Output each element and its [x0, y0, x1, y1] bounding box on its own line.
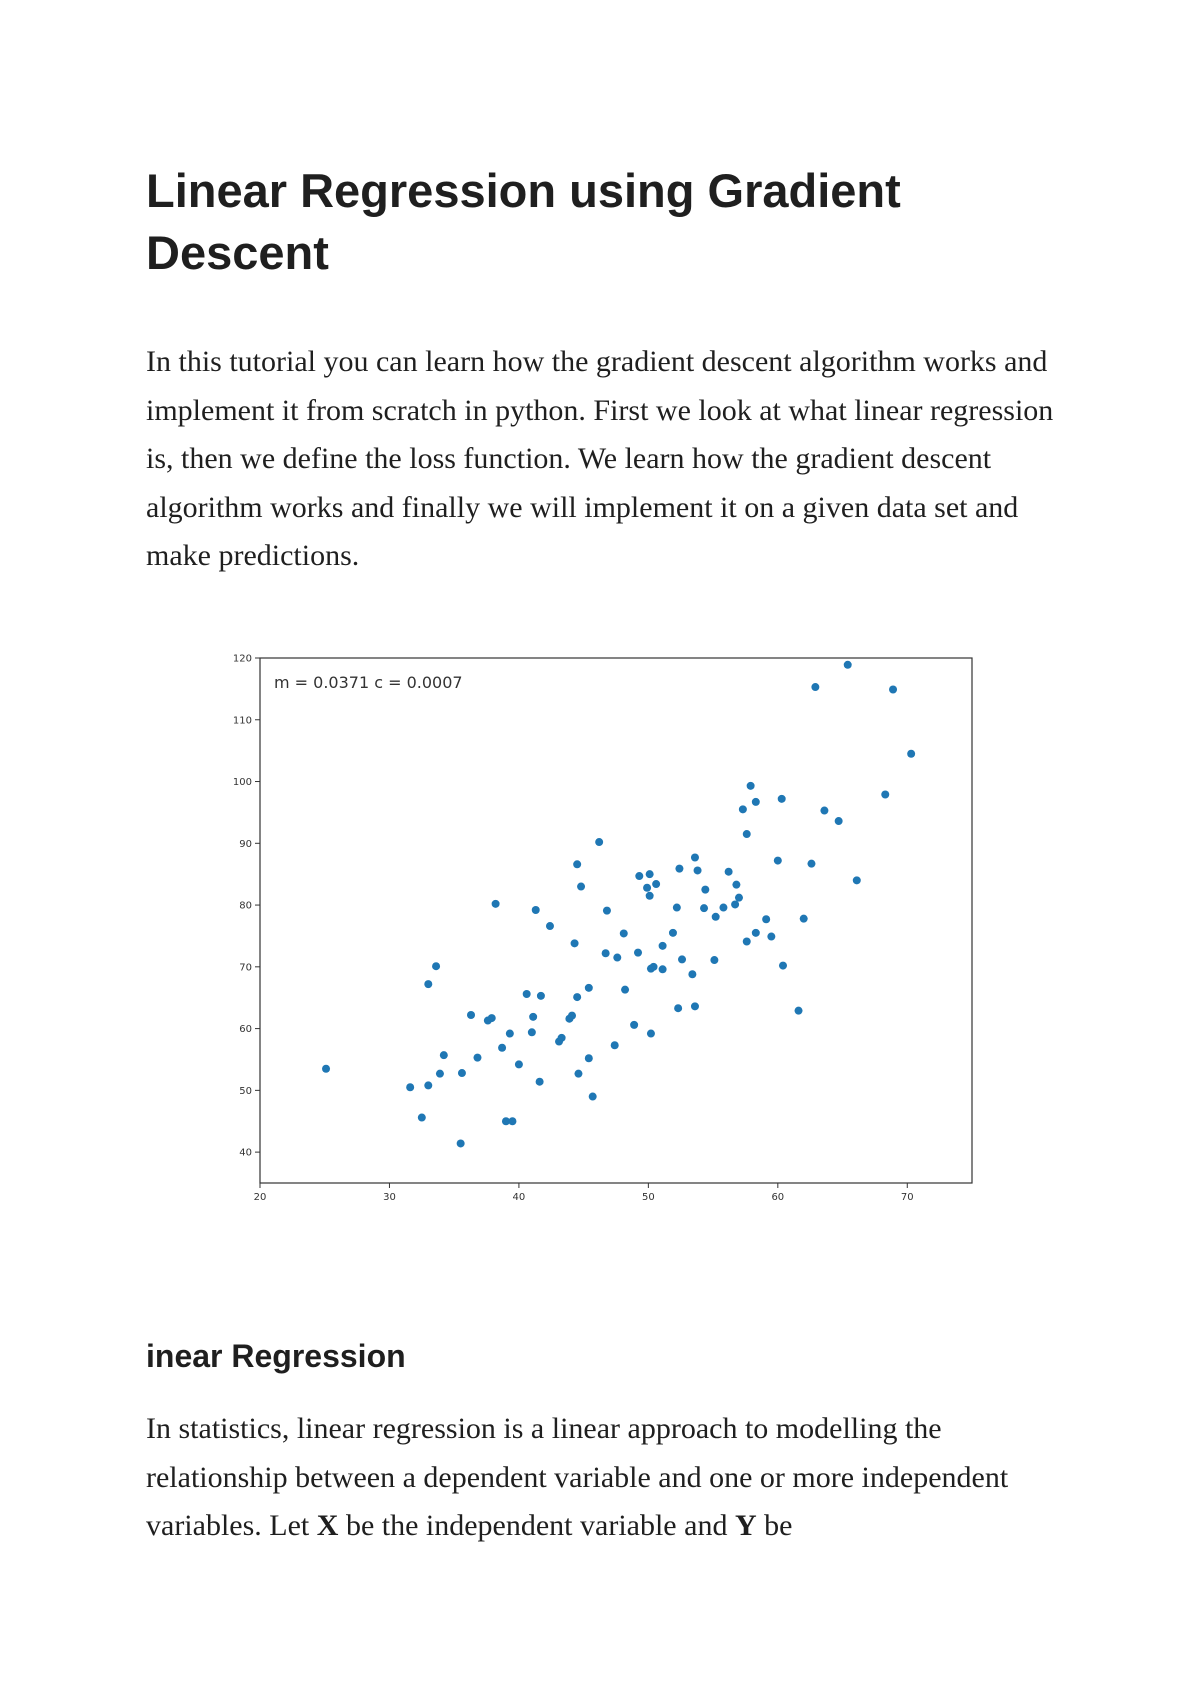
data-point [811, 683, 819, 691]
data-point [536, 1078, 544, 1086]
data-point [675, 865, 683, 873]
data-point [432, 962, 440, 970]
data-point [767, 933, 775, 941]
section-heading: inear Regression [146, 1338, 406, 1374]
document-title: Linear Regression using Gradient Descent [146, 164, 901, 279]
data-point [800, 915, 808, 923]
data-point [532, 906, 540, 914]
data-point [458, 1069, 466, 1077]
data-point [907, 750, 915, 758]
data-point [603, 907, 611, 915]
variable-y: Y [734, 1509, 757, 1542]
data-point [688, 970, 696, 978]
data-point [634, 949, 642, 957]
data-point [571, 939, 579, 947]
scatter-plot [220, 640, 980, 1200]
data-point [424, 980, 432, 988]
data-point [659, 942, 667, 950]
data-point [643, 884, 651, 892]
data-point [585, 1054, 593, 1062]
data-point [528, 1028, 536, 1036]
data-point [732, 881, 740, 889]
data-point [568, 1012, 576, 1020]
data-point [739, 805, 747, 813]
y-tick-label: 80 [239, 900, 252, 912]
data-point [735, 894, 743, 902]
data-point [635, 872, 643, 880]
data-point [515, 1060, 523, 1068]
data-point [577, 883, 585, 891]
x-tick-label: 30 [383, 1192, 396, 1200]
data-point [436, 1070, 444, 1078]
data-point [669, 929, 677, 937]
data-point [418, 1114, 426, 1122]
y-tick-label: 60 [239, 1024, 252, 1036]
y-tick-label: 40 [239, 1147, 252, 1159]
x-tick-label: 70 [900, 1192, 914, 1200]
data-point [725, 868, 733, 876]
data-point [646, 892, 654, 900]
data-point [743, 938, 751, 946]
data-point [508, 1117, 516, 1125]
y-tick-label: 120 [232, 653, 252, 665]
data-point [701, 886, 709, 894]
data-point [820, 807, 828, 815]
data-point [844, 661, 852, 669]
data-point [406, 1083, 414, 1091]
data-point [492, 900, 500, 908]
data-point [778, 795, 786, 803]
data-point [774, 857, 782, 865]
data-point [835, 817, 843, 825]
data-point [691, 854, 699, 862]
y-tick-label: 110 [232, 715, 252, 727]
data-point [473, 1054, 481, 1062]
data-point [710, 956, 718, 964]
data-point [498, 1044, 506, 1052]
data-point [488, 1014, 496, 1022]
data-point [694, 866, 702, 874]
data-point [652, 880, 660, 888]
data-point [743, 830, 751, 838]
data-point [650, 963, 658, 971]
section-text-part3: be [756, 1509, 793, 1542]
section-text-part1: In statistics, linear regression is a linear approach to modelling the relationship between a dependent variable and one or more independent variables. Let [146, 1412, 1009, 1542]
data-point [700, 904, 708, 912]
data-point [523, 990, 531, 998]
x-tick-label: 50 [641, 1192, 655, 1200]
data-point [731, 900, 739, 908]
data-point [795, 1007, 803, 1015]
scatter-plot-figure [220, 640, 980, 1200]
data-point [506, 1030, 514, 1038]
data-point [322, 1065, 330, 1073]
data-point [659, 965, 667, 973]
intro-paragraph: In this tutorial you can learn how the gradient descent algorithm works and implement it from scratch in python. First we look at what linear regression is, then we define the loss function. We learn how the gradient descent algorithm works and finally we will implement it on a given data set and make predictions. [146, 345, 1054, 572]
section-text-part2: be the independent variable and [338, 1509, 735, 1542]
x-tick-label: 60 [771, 1192, 785, 1200]
data-point [762, 915, 770, 923]
regression-coefficients-label: m = 0.0371 c = 0.0007 [274, 673, 463, 692]
plot-frame [260, 658, 972, 1183]
data-point [537, 992, 545, 1000]
data-point [558, 1034, 566, 1042]
data-point [807, 860, 815, 868]
data-point [573, 860, 581, 868]
data-point [889, 686, 897, 694]
data-point [630, 1021, 638, 1029]
data-point [585, 984, 593, 992]
data-point [621, 986, 629, 994]
data-point [719, 904, 727, 912]
data-point [747, 782, 755, 790]
y-tick-label: 90 [239, 838, 252, 850]
data-point [573, 993, 581, 1001]
data-point [691, 1002, 699, 1010]
data-point [595, 838, 603, 846]
data-point [529, 1013, 537, 1021]
data-point [546, 922, 554, 930]
data-point [574, 1070, 582, 1078]
data-point [678, 955, 686, 963]
data-point [647, 1030, 655, 1038]
variable-x: X [316, 1509, 339, 1542]
data-point [620, 929, 628, 937]
x-tick-label: 40 [512, 1192, 526, 1200]
data-point [674, 1004, 682, 1012]
y-tick-label: 70 [239, 962, 252, 974]
data-point [589, 1093, 597, 1101]
section-paragraph [146, 1405, 1076, 1551]
data-point [602, 949, 610, 957]
data-point [440, 1051, 448, 1059]
data-point [752, 798, 760, 806]
y-tick-label: 100 [232, 777, 252, 789]
y-tick-label: 50 [239, 1085, 252, 1097]
data-point [752, 929, 760, 937]
data-point [424, 1081, 432, 1089]
x-tick-label: 20 [253, 1192, 267, 1200]
data-point [779, 962, 787, 970]
data-point [467, 1011, 475, 1019]
data-point [881, 791, 889, 799]
data-point [457, 1139, 465, 1147]
data-point [712, 913, 720, 921]
data-point [646, 870, 654, 878]
data-point [611, 1041, 619, 1049]
data-point [673, 904, 681, 912]
data-point [853, 876, 861, 884]
data-point [613, 954, 621, 962]
